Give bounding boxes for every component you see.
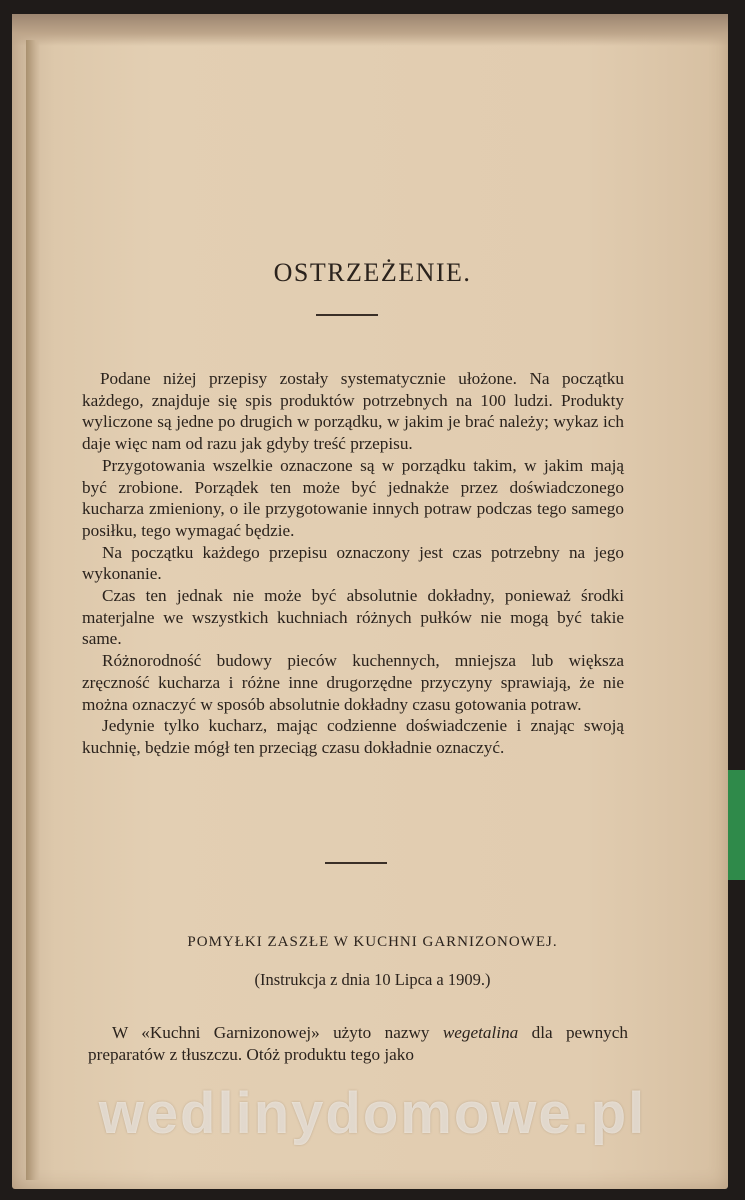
instruction-date: (Instrukcja z dnia 10 Lipca a 1909.): [254, 970, 491, 989]
section-title: POMYŁKI ZASZŁE W KUCHNI GARNIZONOWEJ.: [187, 934, 558, 950]
page-title: OSTRZEŻENIE.: [273, 258, 472, 287]
paragraph: Czas ten jednak nie może być absolutnie dokładny, ponieważ środki materjalne we wszystkich kuchniach różnych pułków nie mogą być takie same.: [82, 586, 624, 649]
paragraph: [88, 1022, 628, 1066]
paragraph-start: W «Kuchni Garnizonowej» użyto nazwy: [112, 1023, 443, 1042]
section-text: [88, 1022, 628, 1066]
title-divider: [316, 314, 378, 316]
paragraph-end: dla pewnych preparatów z tłuszczu. Otóż produktu tego jako: [88, 1023, 628, 1064]
watermark: wedlinydomowe.pl: [98, 1081, 647, 1146]
paragraph: Jedynie tylko kucharz, mając codzienne doświadczenie i znając swoją kuchnię, będzie mógł ten przeciąg czasu dokładnie oznaczyć.: [82, 716, 624, 757]
paragraph: Na początku każdego przepisu oznaczony jest czas potrzebny na jego wykonanie.: [82, 542, 624, 584]
paragraph: Różnorodność budowy pieców kuchennych, mniejsza lub większa zręczność kucharza i różne inne drugorzędne przyczyny sprawiają, że nie można oznaczyć w sposób absolutnie dokładny czasu gotowania potraw.: [82, 651, 624, 714]
page-top-shadow: [12, 14, 728, 46]
warning-text: [82, 368, 624, 759]
paragraph: Podane niżej przepisy zostały systematycznie ułożone. Na początku każdego, znajduje się spis produktów potrzebnych na 100 ludzi. Produkty wyliczone są jedne po drugich w porządku, w jakim je brać należy; wykaz ich daje więc nam od razu jak gdyby treść przepisu.: [82, 369, 624, 454]
italic-term: wegetalina: [442, 1023, 519, 1042]
page-gutter: [26, 40, 40, 1180]
section-divider: [325, 862, 387, 864]
paragraph: Przygotowania wszelkie oznaczone są w porządku takim, w jakim mają być zrobione. Porządek ten może być jednakże przez doświadczonego kucharza zmieniony, o ile przygotowanie innych potraw podczas tego samego posiłku, tego wymagać będzie.: [82, 455, 624, 540]
